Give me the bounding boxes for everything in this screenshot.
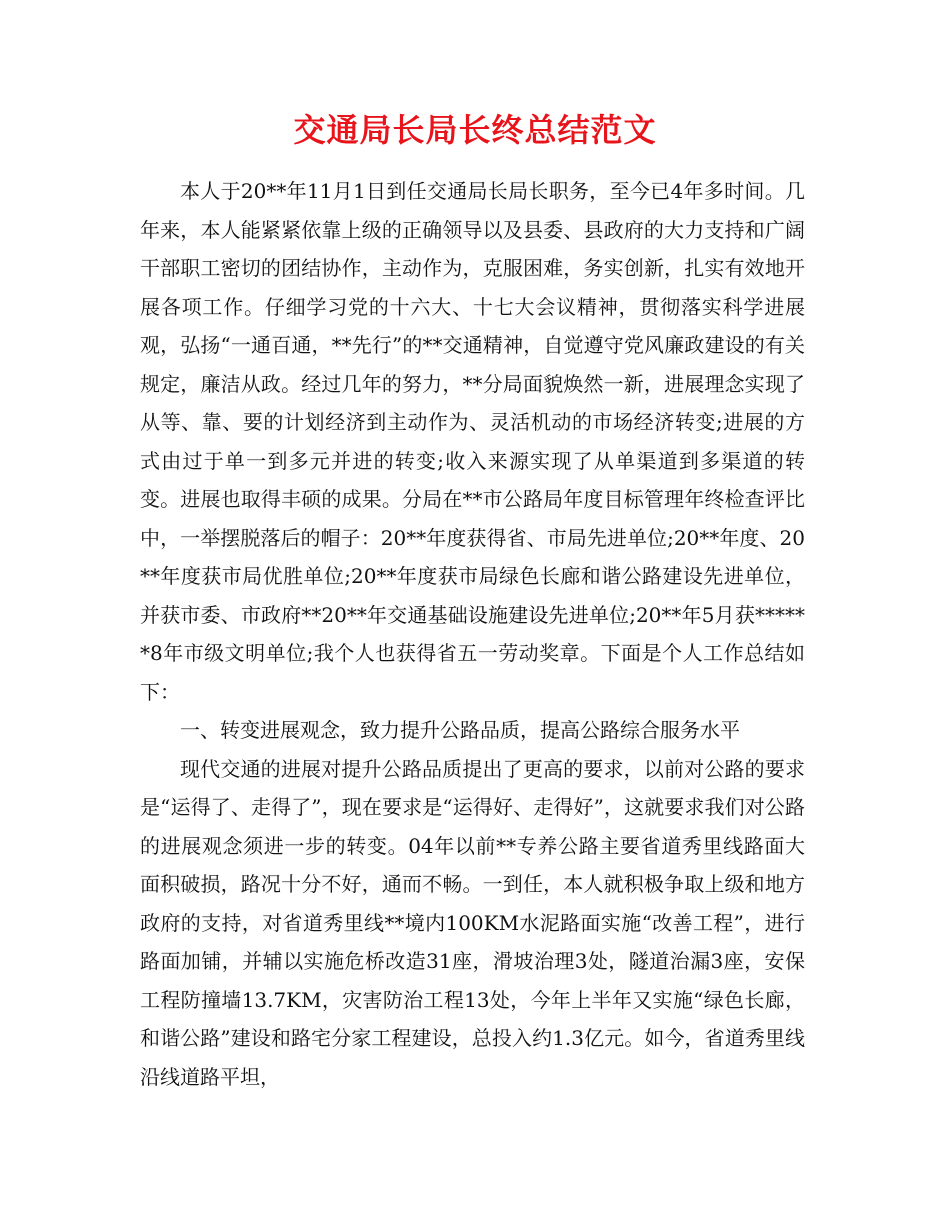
document-title: 交通局长局长终总结范文	[293, 111, 657, 149]
paragraph-intro: 本人于20**年11月1日到任交通局长局长职务，至今已4年多时间。几年来，本人能紧紧依靠上级的正确领导以及县委、县政府的大力支持和广阔干部职工密切的团结协作，主动作为，克服困难，务实创新，扎实有效地开展各项工作。仔细学习党的十六大、十七大会议精神，贯彻落实科学进展观，弘扬“一通百通，**先行”的**交通精神，自觉遵守党风廉政建设的有关规定，廉洁从政。经过几年的努力，**分局面貌焕然一新，进展理念实现了从等、靠、要的计划经济到主动作为、灵活机动的市场经济转变;进展的方式由过于单一到多元并进的转变;收入来源实现了从单渠道到多渠道的转变。进展也取得丰硕的成果。分局在**市公路局年度目标管理年终检查评比中，一举摆脱落后的帽子：20**年度获得省、市局先进单位;20**年度、20**年度获市局优胜单位;20**年度获市局绿色长廊和谐公路建设先进单位，并获市委、市政府**20**年交通基础设施建设先进单位;20**年5月获******8年市级文明单位;我个人也获得省五一劳动奖章。下面是个人工作总结如下：	[140, 179, 805, 704]
document-body	[140, 172, 805, 1096]
section-heading-1: 一、转变进展观念，致力提升公路品质，提高公路综合服务水平	[180, 718, 740, 742]
paragraph-section-1: 现代交通的进展对提升公路品质提出了更高的要求，以前对公路的要求是“运得了、走得了”，现在要求是“运得好、走得好”，这就要求我们对公路的进展观念须进一步的转变。04年以前**专养公路主要省道秀里线路面大面积破损，路况十分不好，通而不畅。一到任，本人就积极争取上级和地方政府的支持，对省道秀里线**境内100KM水泥路面实施“改善工程”，进行路面加铺，并辅以实施危桥改造31座，滑坡治理3处，隧道治漏3座，安保工程防撞墙13.7KM，灾害防治工程13处，今年上半年又实施“绿色长廊，和谐公路”建设和路宅分家工程建设，总投入约1.3亿元。如今，省道秀里线沿线道路平坦，	[140, 756, 805, 1089]
